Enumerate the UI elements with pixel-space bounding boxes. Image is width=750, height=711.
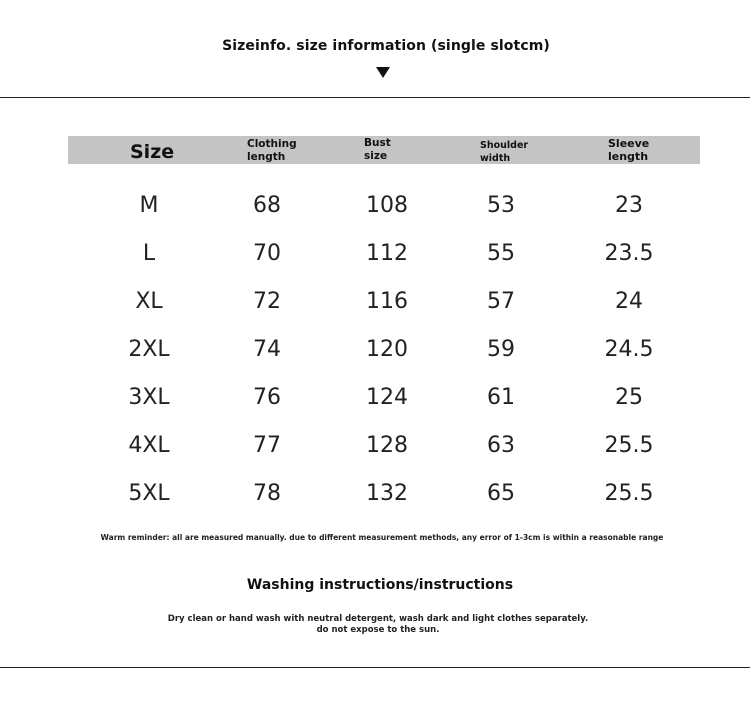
washing-text: Dry clean or hand wash with neutral detergent, wash dark and light clothes separately. do not expose to the sun. [167,614,589,635]
size-cell: XL [135,289,163,314]
header-size: Size [130,141,175,163]
measurement-cell: 68 [253,193,281,218]
size-cell: 5XL [128,481,170,506]
measurement-cell: 120 [366,337,408,362]
top-divider [0,97,750,98]
size-table-header [68,136,700,164]
measurement-cell: 59 [487,337,515,362]
size-cell: 2XL [128,337,170,362]
table-row [68,193,700,223]
size-cell: M [139,193,159,218]
measurement-cell: 74 [253,337,281,362]
measurement-cell: 77 [253,433,281,458]
header-line: width [480,153,511,164]
measurement-cell: 25 [615,385,643,410]
measurement-cell: 128 [366,433,408,458]
measurement-cell: 124 [366,385,408,410]
header-sleeve-length [608,137,649,163]
measurement-cell: 55 [487,241,515,266]
header-bust-size [364,137,391,163]
measurement-cell: 76 [253,385,281,410]
header-line: length [608,150,649,163]
bottom-divider [0,667,750,668]
table-row [68,433,700,463]
measurement-cell: 70 [253,241,281,266]
header-line: Bust [364,137,391,149]
table-row [68,481,700,511]
table-row [68,289,700,319]
measurement-cell: 65 [487,481,515,506]
measurement-cell: 23 [615,193,643,218]
measurement-cell: 132 [366,481,408,506]
table-row [68,337,700,367]
measurement-cell: 25.5 [604,481,654,506]
header-line: Clothing [247,138,297,150]
size-cell: L [142,241,156,266]
header-line: Shoulder [480,140,529,151]
measurement-cell: 53 [487,193,515,218]
measurement-cell: 61 [487,385,515,410]
header-line: length [247,151,286,163]
measurement-cell: 72 [253,289,281,314]
header-clothing-length [247,138,297,164]
down-arrow-icon [376,67,390,78]
measurement-cell: 116 [366,289,408,314]
measurement-cell: 108 [366,193,408,218]
measurement-cell: 112 [366,241,408,266]
measurement-cell: 78 [253,481,281,506]
table-row [68,385,700,415]
warm-reminder: Warm reminder: all are measured manually. due to different measurement methods, any error of 1-3cm is within a reasonable range [100,533,664,542]
measurement-cell: 24 [615,289,643,314]
measurement-cell: 63 [487,433,515,458]
header-line: Sleeve [608,137,650,150]
size-cell: 4XL [128,433,170,458]
measurement-cell: 23.5 [604,241,654,266]
washing-title: Washing instructions/instructions [246,577,514,593]
measurement-cell: 25.5 [604,433,654,458]
header-line: size [364,150,388,162]
size-cell: 3XL [128,385,170,410]
measurement-cell: 57 [487,289,515,314]
table-row [68,241,700,271]
measurement-cell: 24.5 [604,337,654,362]
page-title: Sizeinfo. size information (single slotcm) [222,38,550,54]
header-shoulder-width [480,139,528,165]
